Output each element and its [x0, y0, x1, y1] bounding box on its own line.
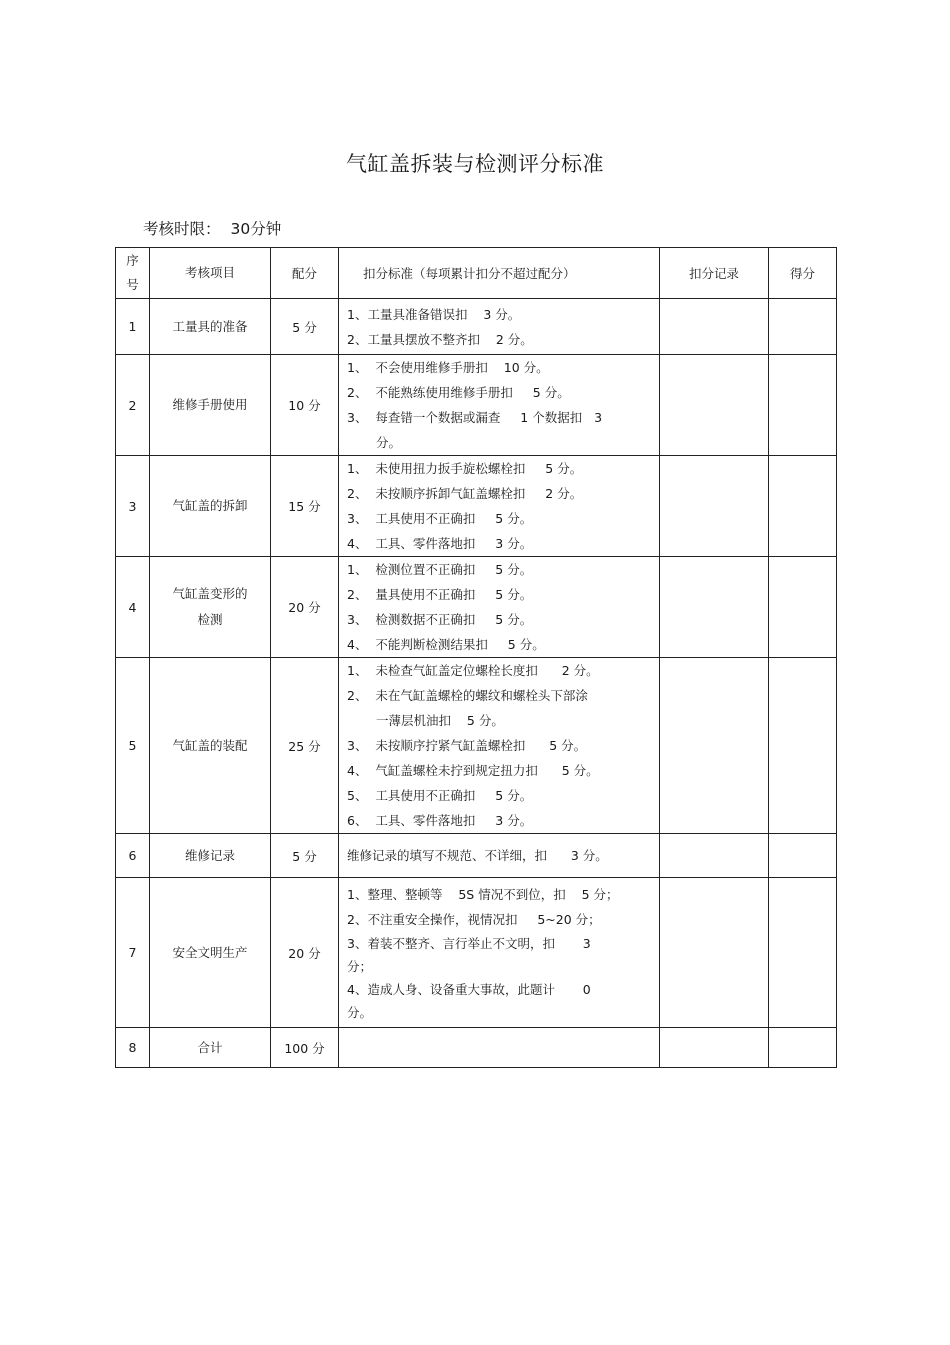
standard-line: 2、 不能熟练使用维修手册扣 5 分。 — [347, 385, 570, 400]
header-item: 考核项目 — [150, 248, 271, 299]
header-index — [116, 248, 150, 299]
row-item: 安全文明生产 — [150, 878, 271, 1028]
standard-line: 2、 未在气缸盖螺栓的螺纹和螺栓头下部涂 — [347, 688, 588, 703]
standard-line: 1、 未检查气缸盖定位螺栓长度扣 2 分。 — [347, 663, 599, 678]
standard-line: 3、着装不整齐、言行举止不文明，扣 3 — [347, 935, 591, 951]
row-item: 气缸盖的拆卸 — [150, 456, 271, 557]
time-limit-label: 考核时限： — [143, 220, 221, 238]
row-index: 7 — [116, 878, 150, 1028]
row-score: 15 分 — [271, 456, 339, 557]
row-standard — [339, 456, 660, 557]
standard-line: 4、 气缸盖螺栓未拧到规定扭力扣 5 分。 — [347, 763, 599, 778]
row-item: 合计 — [150, 1028, 271, 1068]
row-score: 20 分 — [271, 557, 339, 658]
standard-line: 1、 未使用扭力扳手旋松螺栓扣 5 分。 — [347, 461, 583, 476]
table-header-row — [116, 248, 837, 299]
row-score: 5 分 — [271, 299, 339, 355]
standard-line: 2、不注重安全操作，视情况扣 5~20 分； — [347, 911, 601, 927]
standard-line: 分。 — [347, 1004, 373, 1020]
row-standard — [339, 355, 660, 456]
standard-line: 4、 不能判断检测结果扣 5 分。 — [347, 637, 545, 652]
header-index-text: 序号 — [126, 253, 139, 292]
table-row — [116, 834, 837, 878]
table-row-total — [116, 1028, 837, 1068]
row-index: 5 — [116, 658, 150, 834]
row-index: 2 — [116, 355, 150, 456]
row-item: 工量具的准备 — [150, 299, 271, 355]
row-got-cell — [769, 878, 837, 1028]
standard-line: 3、 每查错一个数据或漏查 1 个数据扣 3 — [347, 410, 603, 425]
row-got-cell — [769, 456, 837, 557]
row-got-cell — [769, 834, 837, 878]
row-got-cell — [769, 299, 837, 355]
row-record-cell — [660, 878, 769, 1028]
standard-line: 4、 工具、零件落地扣 3 分。 — [347, 536, 533, 551]
row-got-cell — [769, 355, 837, 456]
row-record-cell — [660, 299, 769, 355]
standard-line: 分。 — [376, 435, 402, 450]
table-row — [116, 878, 837, 1028]
time-limit — [143, 217, 281, 239]
header-score: 配分 — [271, 248, 339, 299]
row-item — [150, 557, 271, 658]
row-item: 气缸盖的装配 — [150, 658, 271, 834]
standard-line: 1、 检测位置不正确扣 5 分。 — [347, 562, 533, 577]
standard-line: 5、 工具使用不正确扣 5 分。 — [347, 788, 533, 803]
row-index: 1 — [116, 299, 150, 355]
row-score: 5 分 — [271, 834, 339, 878]
row-item: 维修手册使用 — [150, 355, 271, 456]
table-row — [116, 355, 837, 456]
standard-line: 2、工量具摆放不整齐扣 2 分。 — [347, 331, 533, 347]
row-index: 6 — [116, 834, 150, 878]
table-row — [116, 658, 837, 834]
table-row — [116, 299, 837, 355]
standard-line: 1、工量具准备错误扣 3 分。 — [347, 306, 521, 322]
standard-line: 1、整理、整顿等 5S 情况不到位，扣 5 分； — [347, 886, 619, 902]
row-standard — [339, 299, 660, 355]
row-item-line: 气缸盖变形的 — [172, 586, 248, 601]
row-got-cell — [769, 557, 837, 658]
standard-line: 维修记录的填写不规范、不详细，扣 3 分。 — [347, 848, 608, 863]
row-item: 维修记录 — [150, 834, 271, 878]
standard-line: 6、 工具、零件落地扣 3 分。 — [347, 813, 533, 828]
standard-line: 2、 未按顺序拆卸气缸盖螺栓扣 2 分。 — [347, 486, 583, 501]
row-score: 100 分 — [271, 1028, 339, 1068]
standard-line: 分； — [347, 958, 373, 974]
row-got-cell — [769, 658, 837, 834]
row-standard — [339, 658, 660, 834]
row-record-cell — [660, 658, 769, 834]
row-standard — [339, 878, 660, 1028]
row-record-cell — [660, 355, 769, 456]
standard-line: 3、 工具使用不正确扣 5 分。 — [347, 511, 533, 526]
scoring-table — [115, 247, 837, 1068]
header-got: 得分 — [769, 248, 837, 299]
row-score: 25 分 — [271, 658, 339, 834]
standard-line: 3、 未按顺序拧紧气缸盖螺栓扣 5 分。 — [347, 738, 587, 753]
row-standard — [339, 1028, 660, 1068]
row-score: 20 分 — [271, 878, 339, 1028]
row-record-cell — [660, 834, 769, 878]
header-standard: 扣分标准（每项累计扣分不超过配分） — [339, 248, 660, 299]
row-index: 8 — [116, 1028, 150, 1068]
row-record-cell — [660, 557, 769, 658]
standard-line: 1、 不会使用维修手册扣 10 分。 — [347, 360, 549, 375]
row-standard — [339, 557, 660, 658]
table-row — [116, 456, 837, 557]
row-index: 3 — [116, 456, 150, 557]
header-record: 扣分记录 — [660, 248, 769, 299]
row-standard — [339, 834, 660, 878]
standard-line: 3、 检测数据不正确扣 5 分。 — [347, 612, 533, 627]
row-got-cell — [769, 1028, 837, 1068]
row-score: 10 分 — [271, 355, 339, 456]
document-title: 气缸盖拆装与检测评分标准 — [346, 152, 604, 176]
standard-line: 4、造成人身、设备重大事故，此题计 0 — [347, 981, 591, 997]
standard-line: 2、 量具使用不正确扣 5 分。 — [347, 587, 533, 602]
time-limit-value: 30分钟 — [230, 220, 282, 238]
standard-line: 一薄层机油扣 5 分。 — [376, 713, 504, 728]
table-row — [116, 557, 837, 658]
row-record-cell — [660, 456, 769, 557]
row-record-cell — [660, 1028, 769, 1068]
row-index: 4 — [116, 557, 150, 658]
row-item-line: 检测 — [197, 612, 223, 627]
